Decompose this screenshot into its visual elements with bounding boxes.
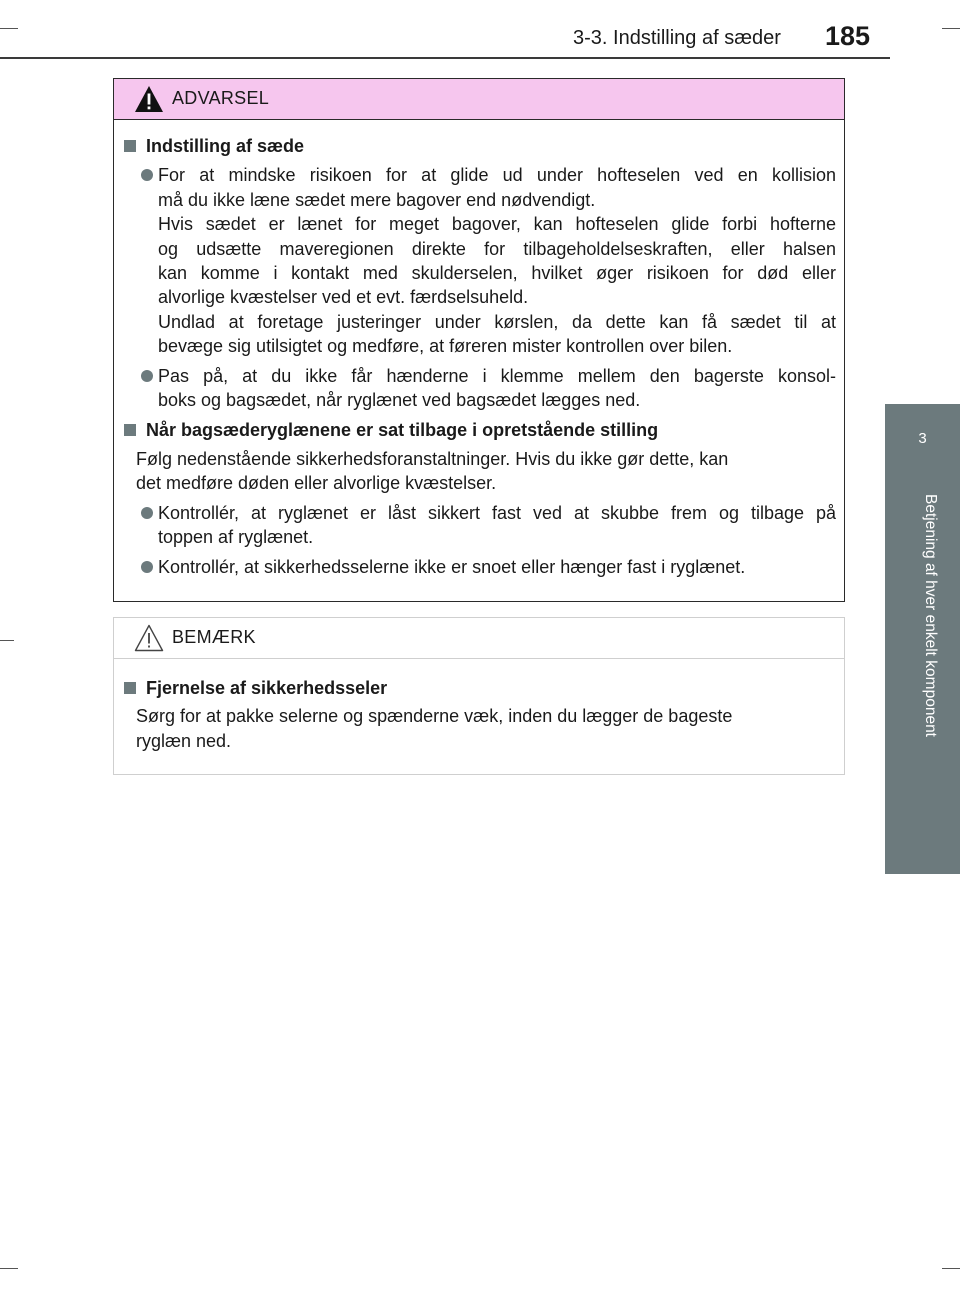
square-bullet-icon xyxy=(124,682,136,694)
text-line: og udsætte maveregionen direkte for tilbageholdelseskraften, eller halsen xyxy=(158,238,836,259)
crop-mark xyxy=(0,28,18,29)
bullet-item xyxy=(124,163,836,358)
warning-triangle-outline-icon xyxy=(134,624,164,652)
topic-title: Indstilling af sæde xyxy=(146,136,305,156)
warning-triangle-filled-icon xyxy=(134,85,164,113)
text-line: må du ikke læne sædet mere bagover end nødvendigt. xyxy=(158,189,596,210)
text-line: For at mindske risikoen for at glide ud under hofteselen ved en kollision xyxy=(158,165,836,186)
text-line: Følg nedenstående sikkerhedsforanstaltninger. Hvis du ikke gør dette, kan xyxy=(136,448,729,469)
bullet-item xyxy=(124,501,836,550)
square-bullet-icon xyxy=(124,424,136,436)
bullet-text xyxy=(158,555,836,579)
notice-body xyxy=(114,659,844,753)
chapter-number: 3 xyxy=(918,430,927,447)
crop-mark xyxy=(942,28,960,29)
text-line: bevæge sig utilsigtet og medføre, at føreren mister kontrollen over bilen. xyxy=(158,336,733,357)
bullet-item xyxy=(124,555,836,579)
bullet-text xyxy=(158,364,836,413)
topic-title: Når bagsæderyglænene er sat tilbage i opretstående stilling xyxy=(146,420,659,441)
crop-mark xyxy=(0,1268,18,1269)
text-line: Pas på, at du ikke får hænderne i klemme mellem den bagerste konsol- xyxy=(158,365,836,386)
text-line: det medføre døden eller alvorlige kvæstelser. xyxy=(136,473,497,494)
warning-header xyxy=(114,79,844,120)
text-line: Sørg for at pakke selerne og spænderne væk, inden du lægger de bageste xyxy=(136,706,733,727)
chapter-title: Betjening af hver enkelt komponent xyxy=(922,494,939,737)
page-number: 185 xyxy=(825,21,871,51)
text-line: Kontrollér, at sikkerhedsselerne ikke er snoet eller hænger fast i ryglænet. xyxy=(158,556,746,577)
text-line: kan komme i kontakt med skulderselen, hvilket øger risikoen for død eller xyxy=(158,263,836,284)
text-line: Hvis sædet er lænet for meget bagover, kan hofteselen glide forbi hofterne xyxy=(158,214,836,235)
chapter-tab xyxy=(885,404,960,874)
paragraph xyxy=(124,704,836,753)
header-divider xyxy=(0,57,890,59)
warning-box xyxy=(113,78,845,602)
round-bullet-icon xyxy=(141,370,153,382)
notice-header xyxy=(114,618,844,659)
text-line: ryglæn ned. xyxy=(136,730,232,751)
crop-mark xyxy=(0,640,14,641)
topic-heading xyxy=(124,134,836,158)
section-title: 3-3. Indstilling af sæder xyxy=(573,27,781,49)
text-line: alvorlige kvæstelser ved et evt. færdselsuheld. xyxy=(158,287,529,308)
bullet-text xyxy=(158,501,836,550)
crop-mark xyxy=(942,1268,960,1269)
round-bullet-icon xyxy=(141,169,153,181)
text-line: Kontrollér, at ryglænet er låst sikkert fast ved at skubbe frem og tilbage på xyxy=(158,502,836,523)
topic-heading xyxy=(124,676,836,700)
warning-label: ADVARSEL xyxy=(172,88,270,108)
notice-label: BEMÆRK xyxy=(172,627,256,647)
round-bullet-icon xyxy=(141,507,153,519)
paragraph xyxy=(124,447,836,496)
text-line: toppen af ryglænet. xyxy=(158,527,314,548)
text-line: boks og bagsædet, når ryglænet ved bagsædet lægges ned. xyxy=(158,390,641,411)
bullet-item xyxy=(124,364,836,413)
square-bullet-icon xyxy=(124,140,136,152)
warning-body xyxy=(114,120,844,579)
topic-title: Fjernelse af sikkerhedsseler xyxy=(146,678,388,698)
text-line: Undlad at foretage justeringer under kørslen, da dette kan få sædet til at xyxy=(158,311,836,332)
notice-box xyxy=(113,617,845,775)
topic-heading xyxy=(124,418,836,442)
bullet-text xyxy=(158,163,836,358)
round-bullet-icon xyxy=(141,561,153,573)
